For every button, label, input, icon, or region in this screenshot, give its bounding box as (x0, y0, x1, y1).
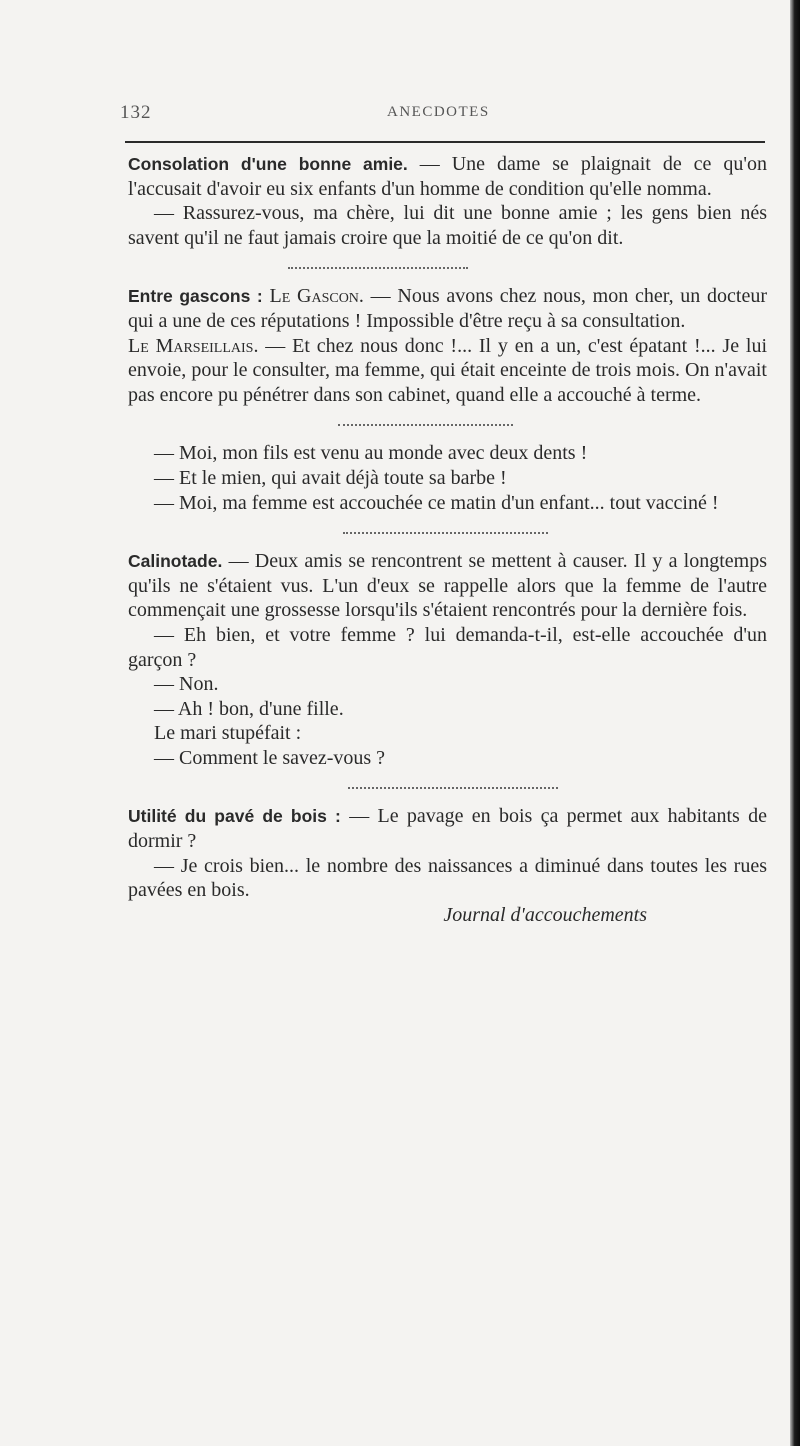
dialogue-paragraph (128, 334, 767, 408)
anecdote-lead (128, 549, 767, 623)
anecdote-lead (128, 152, 767, 201)
anecdote-text: — Le pavage en bois ça permet aux habitants de dormir ? (128, 805, 768, 853)
source-credit: Journal d'accouchements (443, 903, 647, 926)
paragraph: — Moi, mon fils est venu au monde avec deux dents ! (154, 442, 588, 465)
running-head: ANECDOTES (387, 104, 490, 120)
paragraph: Le mari stupéfait : (154, 722, 302, 745)
speaker-marseillais: Le Marseillais. (128, 334, 259, 357)
paragraph: — Comment le savez-vous ? (154, 746, 386, 769)
header-rule (125, 141, 765, 143)
page-edge-shadow (790, 0, 800, 1446)
paragraph: — Non. (154, 673, 219, 696)
anecdote-calinotade (128, 549, 767, 770)
anecdote-text: — Une dame se plaignait de ce qu'on l'accusait d'avoir eu six enfants d'un homme de condition qu'elle nomma. (128, 153, 767, 200)
paragraph: — Et le mien, qui avait déjà toute sa barbe ! (154, 466, 507, 489)
page-body (128, 152, 767, 927)
anecdote-title: Utilité du pavé de bois : (128, 806, 341, 827)
section-divider (128, 770, 767, 804)
anecdote-title: Entre gascons : (128, 286, 263, 307)
page-number: 132 (120, 102, 152, 123)
paragraph: — Je crois bien... le nombre des naissances a diminué dans toutes les rues pavées en bois. (128, 854, 767, 902)
anecdote-entre-gascons (128, 284, 767, 407)
anecdote-pave-de-bois (128, 804, 767, 927)
paragraph: — Eh bien, et votre femme ? lui demanda-t-il, est-elle accouchée d'un garçon ? (128, 623, 767, 671)
anecdote-naissances (128, 441, 767, 515)
anecdote-title: Consolation d'une bonne amie. (128, 154, 408, 174)
anecdote-lead (128, 284, 767, 333)
anecdote-text: — Nous avons chez nous, mon cher, un docteur qui a une de ces réputations ! Impossible d'être reçu à sa consultation. (128, 285, 768, 332)
anecdote-consolation (128, 152, 767, 250)
anecdote-title: Calinotade. (128, 551, 223, 572)
paragraph: — Moi, ma femme est accouchée ce matin d'un enfant... tout vacciné ! (154, 491, 719, 514)
speaker-gascon: Le Gascon. (269, 285, 364, 308)
section-divider (128, 250, 767, 284)
section-divider (128, 407, 767, 441)
paragraph: — Rassurez-vous, ma chère, lui dit une bonne amie ; les gens bien nés savent qu'il ne faut jamais croire que la moitié de ce qu'on dit. (128, 202, 767, 249)
anecdote-lead (128, 804, 767, 853)
anecdote-text: — Deux amis se rencontrent se mettent à causer. Il y a longtemps qu'ils ne s'étaient vus. L'un d'eux se rappelle alors que la femme de l'autre commençait une grossesse lorsqu'ils s'étaient rencontrés pour la dernière fois. (128, 550, 768, 622)
page-header (118, 100, 768, 132)
section-divider (128, 515, 767, 549)
anecdote-text: — Et chez nous donc !... Il y en a un, c'est épatant !... Je lui envoie, pour le consulter, ma femme, qui était enceinte de trois mois. On n'avait pas encore pu pénétrer dans son cabinet, quand elle a accouché à terme. (128, 334, 767, 406)
paragraph: — Ah ! bon, d'une fille. (154, 697, 344, 720)
